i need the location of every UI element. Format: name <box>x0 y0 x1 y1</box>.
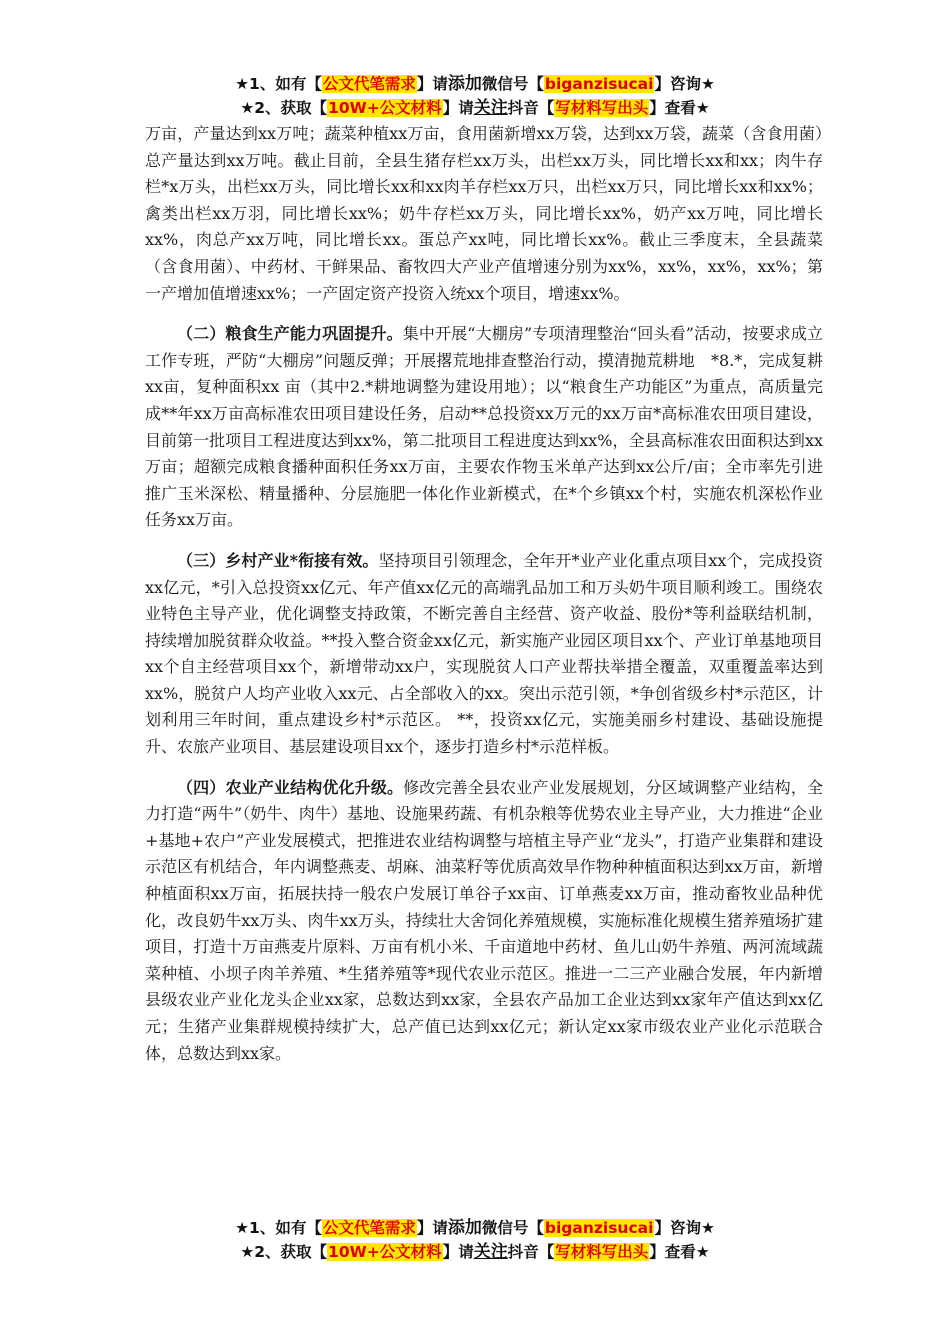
paragraph-lead: （四）农业产业结构优化升级。 <box>177 777 404 797</box>
banner-text: 微信号【 <box>481 75 544 93</box>
banner-text: ★1、如有【 <box>235 75 322 93</box>
banner-text: 抖音【 <box>507 99 555 117</box>
highlight-materials: 10W+公文材料 <box>328 1243 442 1261</box>
highlight-wechat-id: biganzisucai <box>544 75 654 93</box>
paragraph-2 <box>145 321 823 534</box>
document-body <box>145 121 823 1081</box>
banner-emphasis: 添加 <box>447 74 482 94</box>
paragraph-1 <box>145 121 823 307</box>
banner-text: 】请 <box>416 1219 448 1237</box>
banner-text: 微信号【 <box>481 1219 544 1237</box>
banner-text: 】请 <box>416 75 448 93</box>
banner-text: ★1、如有【 <box>235 1219 322 1237</box>
banner-text: ★2、获取【 <box>240 1243 328 1261</box>
banner-text: ★2、获取【 <box>240 99 328 117</box>
highlight-materials: 10W+公文材料 <box>328 99 442 117</box>
paragraph-4 <box>145 775 823 1068</box>
banner-text: 】咨询★ <box>654 75 715 93</box>
highlight-douyin-account: 写材料写出头 <box>555 99 649 117</box>
banner-emphasis: 关注 <box>473 1242 508 1262</box>
paragraph-body: 集中开展“大棚房”专项清理整治“回头看”活动，按要求成立工作专班，严防“大棚房”问题反弹；开展撂荒地排查整治行动，摸清抛荒耕地 *8.*，完成复耕xx亩，复种面积xx 亩（其中2.*耕地调整为建设用地）；以“粮食生产功能区”为重点，高质量完成**年xx万亩高标准农田项目建设任务，启动**总投资xx万元的xx万亩*高标准农田项目建设，目前第一批项目工程进度达到xx%，第二批项目工程进度达到xx%，全县高标准农田面积达到xx万亩；超额完成粮食播种面积任务xx万亩，主要农作物玉米单产达到xx公斤/亩；全市率先引进推广玉米深松、精量播种、分层施肥一体化作业新模式，在*个乡镇xx个村，实施农机深松作业任务xx万亩。 <box>145 324 823 530</box>
banner-line-2 <box>0 1240 950 1264</box>
paragraph-3 <box>145 548 823 761</box>
banner-line-1 <box>0 72 950 96</box>
paragraph-lead: （二）粮食生产能力巩固提升。 <box>177 324 403 344</box>
banner-text: 】查看★ <box>649 1243 710 1261</box>
banner-line-2 <box>0 96 950 120</box>
top-banner <box>0 72 950 120</box>
paragraph-lead: （三）乡村产业*衔接有效。 <box>177 550 379 570</box>
banner-text: 】咨询★ <box>654 1219 715 1237</box>
banner-text: 】查看★ <box>649 99 710 117</box>
highlight-wechat-id: biganzisucai <box>544 1219 654 1237</box>
highlight-douyin-account: 写材料写出头 <box>555 1243 649 1261</box>
paragraph-body: 坚持项目引领理念，全年开*业产业化重点项目xx个，完成投资xx亿元，*引入总投资xx亿元、年产值xx亿元的高端乳品加工和万头奶牛项目顺利竣工。围绕农业特色主导产业，优化调整支持政策，不断完善自主经营、资产收益、股份*等利益联结机制，持续增加脱贫群众收益。**投入整合资金xx亿元，新实施产业园区项目xx个、产业订单基地项目xx个自主经营项目xx个，新增带动xx户，实现脱贫人口产业帮扶举措全覆盖，双重覆盖率达到xx%，脱贫户人均产业收入xx元、占全部收入的xx。突出示范引领，*争创省级乡村*示范区，计划利用三年时间，重点建设乡村*示范区。 **，投资xx亿元，实施美丽乡村建设、基础设施提升、农旅产业项目、基层建设项目xx个，逐步打造乡村*示范样板。 <box>145 550 823 757</box>
highlight-ghostwriting: 公文代笔需求 <box>322 1219 416 1237</box>
highlight-ghostwriting: 公文代笔需求 <box>322 75 416 93</box>
paragraph-body: 万亩，产量达到xx万吨；蔬菜种植xx万亩，食用菌新增xx万袋，达到xx万袋，蔬菜（含食用菌）总产量达到xx万吨。截止目前，全县生猪存栏xx万头，出栏xx万头，同比增长xx和xx；肉牛存栏*x万头，出栏xx万头，同比增长xx和xx肉羊存栏xx万只，出栏xx万只，同比增长xx和xx%；禽类出栏xx万羽，同比增长xx%；奶牛存栏xx万头，同比增长xx%，奶产xx万吨，同比增长xx%，肉总产xx万吨，同比增长xx。蛋总产xx吨，同比增长xx%。截止三季度末，全县蔬菜（含食用菌）、中药材、干鲜果品、畜牧四大产业产值增速分别为xx%，xx%，xx%，xx%；第一产增加值增速xx%；一产固定资产投资入统xx个项目，增速xx%。 <box>145 124 823 303</box>
banner-emphasis: 关注 <box>473 98 508 118</box>
paragraph-body: 修改完善全县农业产业发展规划，分区域调整产业结构，全力打造“两牛”（奶牛、肉牛）基地、设施果药蔬、有机杂粮等优势农业主导产业，大力推进“企业+基地+农户”产业发展模式，把推进农业结构调整与培植主导产业“龙头”，打造产业集群和建设示范区有机结合，年内调整燕麦、胡麻、油菜籽等优质高效旱作物种种植面积达到xx万亩，新增种植面积xx万亩，拓展扶持一般农户发展订单谷子xx亩、订单燕麦xx万亩，推动畜牧业品种优化，改良奶牛xx万头、肉牛xx万头，持续壮大舍饲化养殖规模，实施标准化规模生猪养殖场扩建项目，打造十万亩燕麦片原料、万亩有机小米、千亩道地中药材、鱼儿山奶牛养殖、两河流域蔬菜种植、小坝子肉羊养殖、*生猪养殖等*现代农业示范区。推进一二三产业融合发展，年内新增县级农业产业化龙头企业xx家，总数达到xx家，全县农产品加工企业达到xx家年产值达到xx亿元；生猪产业集群规模持续扩大，总产值已达到xx亿元；新认定xx家市级农业产业化示范联合体，总数达到xx家。 <box>145 777 823 1063</box>
banner-emphasis: 添加 <box>447 1218 482 1238</box>
banner-text: 】请 <box>442 1243 474 1261</box>
banner-text: 】请 <box>442 99 474 117</box>
banner-text: 抖音【 <box>507 1243 555 1261</box>
banner-line-1 <box>0 1216 950 1240</box>
bottom-banner <box>0 1216 950 1264</box>
